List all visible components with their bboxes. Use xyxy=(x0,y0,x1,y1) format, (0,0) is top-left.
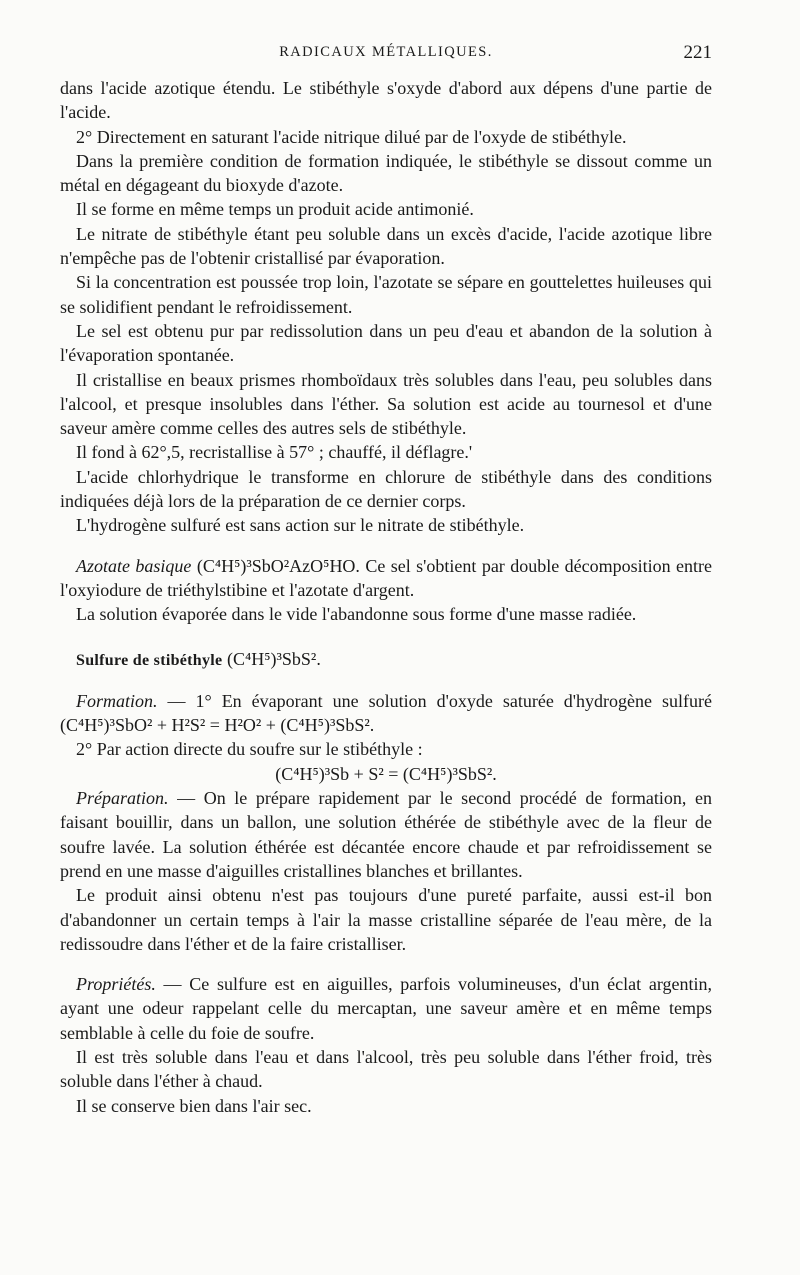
preparation-label: Préparation. xyxy=(76,788,169,809)
formation-paragraph xyxy=(60,689,712,738)
running-head xyxy=(60,44,712,68)
proprietes-text: — Ce sulfure est en aiguilles, parfois volumineuses, d'un éclat argentin, ayant une odeur rappelant celle du mercaptan, une saveur amère et en même temps semblable à celle du foie de soufre. xyxy=(60,974,712,1043)
paragraph: dans l'acide azotique étendu. Le stibéthyle s'oxyde d'abord aux dépens d'une partie de l'acide. xyxy=(60,78,712,123)
paragraph: Dans la première condition de formation indiquée, le stibéthyle se dissout comme un métal en dégageant du bioxyde d'azote. xyxy=(60,150,712,196)
paragraph: Il est très soluble dans l'eau et dans l'alcool, très peu soluble dans l'éther froid, très soluble dans l'éther à chaud. xyxy=(60,1046,712,1092)
running-title: RADICAUX MÉTALLIQUES. xyxy=(279,44,493,60)
paragraph: Il cristallise en beaux prismes rhomboïdaux très solubles dans l'eau, peu solubles dans l'alcool, et presque insolubles dans l'éther. Sa solution est acide au tournesol et d'une saveur amère comme celles des autres sels de stibéthyle. xyxy=(60,369,712,439)
paragraph: La solution évaporée dans le vide l'abandonne sous forme d'une masse radiée. xyxy=(76,604,637,625)
paragraph: 2° Par action directe du soufre sur le stibéthyle : xyxy=(76,739,423,760)
paragraph: Il se forme en même temps un produit acide antimonié. xyxy=(76,199,474,220)
proprietes-label: Propriétés. xyxy=(76,974,156,995)
azotate-formula: (C⁴H⁵)³SbO²AzO⁵HO. xyxy=(196,555,360,576)
paragraph: Il fond à 62°,5, recristallise à 57° ; chauffé, il déflagre.' xyxy=(76,442,473,463)
preparation-text: — On le prépare rapidement par le second procédé de formation, en faisant bouillir, dans un ballon, une solution éthérée de stibéthyle avec de la fleur de soufre lavée. La solution éthérée est décantée encore chaude et par refroidissement se prend en une masse d'aiguilles cristallines blanches et brillantes. xyxy=(60,788,712,881)
section-heading-formula: (C⁴H⁵)³SbS². xyxy=(226,648,321,669)
formation-text: — 1° En évaporant une solution d'oxyde saturée d'hydrogène sulfuré (C⁴H⁵)³SbO² + H²S² = H²O² + (C⁴H⁵)³SbS². xyxy=(60,690,712,736)
section-heading: Sulfure de stibéthyle xyxy=(76,651,223,669)
azotate-text: Ce sel s'obtient par double décomposition entre l'oxyiodure de triéthylstibine et l'azotate d'argent. xyxy=(60,555,712,600)
azotate-paragraph xyxy=(60,554,712,603)
paragraph: Le produit ainsi obtenu n'est pas toujours d'une pureté parfaite, aussi est-il bon d'abandonner un certain temps à l'air la masse cristalline séparée de l'eau mère, de la redissoudre dans l'éther et de la faire cristalliser. xyxy=(60,885,712,954)
body-text xyxy=(60,76,712,1118)
paragraph: L'acide chlorhydrique le transforme en chlorure de stibéthyle dans des conditions indiquées déjà lors de la préparation de ce dernier corps. xyxy=(60,466,712,512)
paragraph: 2° Directement en saturant l'acide nitrique dilué par de l'oxyde de stibéthyle. xyxy=(76,126,627,147)
paragraph: Le sel est obtenu pur par redissolution dans un peu d'eau et abandon de la solution à l'évaporation spontanée. xyxy=(60,320,712,366)
paragraph: Il se conserve bien dans l'air sec. xyxy=(76,1095,312,1116)
sulfure-heading-line xyxy=(60,647,712,673)
page-number: 221 xyxy=(683,42,712,63)
paragraph: Si la concentration est poussée trop loin, l'azotate se sépare en gouttelettes huileuses qui se solidifient pendant le refroidissement. xyxy=(60,272,712,317)
formation-label: Formation. xyxy=(76,690,158,711)
paragraph: Le nitrate de stibéthyle étant peu soluble dans un excès d'acide, l'acide azotique libre n'empêche pas de l'obtenir cristallisé par évaporation. xyxy=(60,223,712,269)
chemical-equation: (C⁴H⁵)³Sb + S² = (C⁴H⁵)³SbS². xyxy=(275,763,497,784)
proprietes-paragraph xyxy=(60,972,712,1045)
preparation-paragraph xyxy=(60,786,712,883)
azotate-label: Azotate basique xyxy=(76,555,192,576)
paragraph: L'hydrogène sulfuré est sans action sur le nitrate de stibéthyle. xyxy=(76,515,525,536)
